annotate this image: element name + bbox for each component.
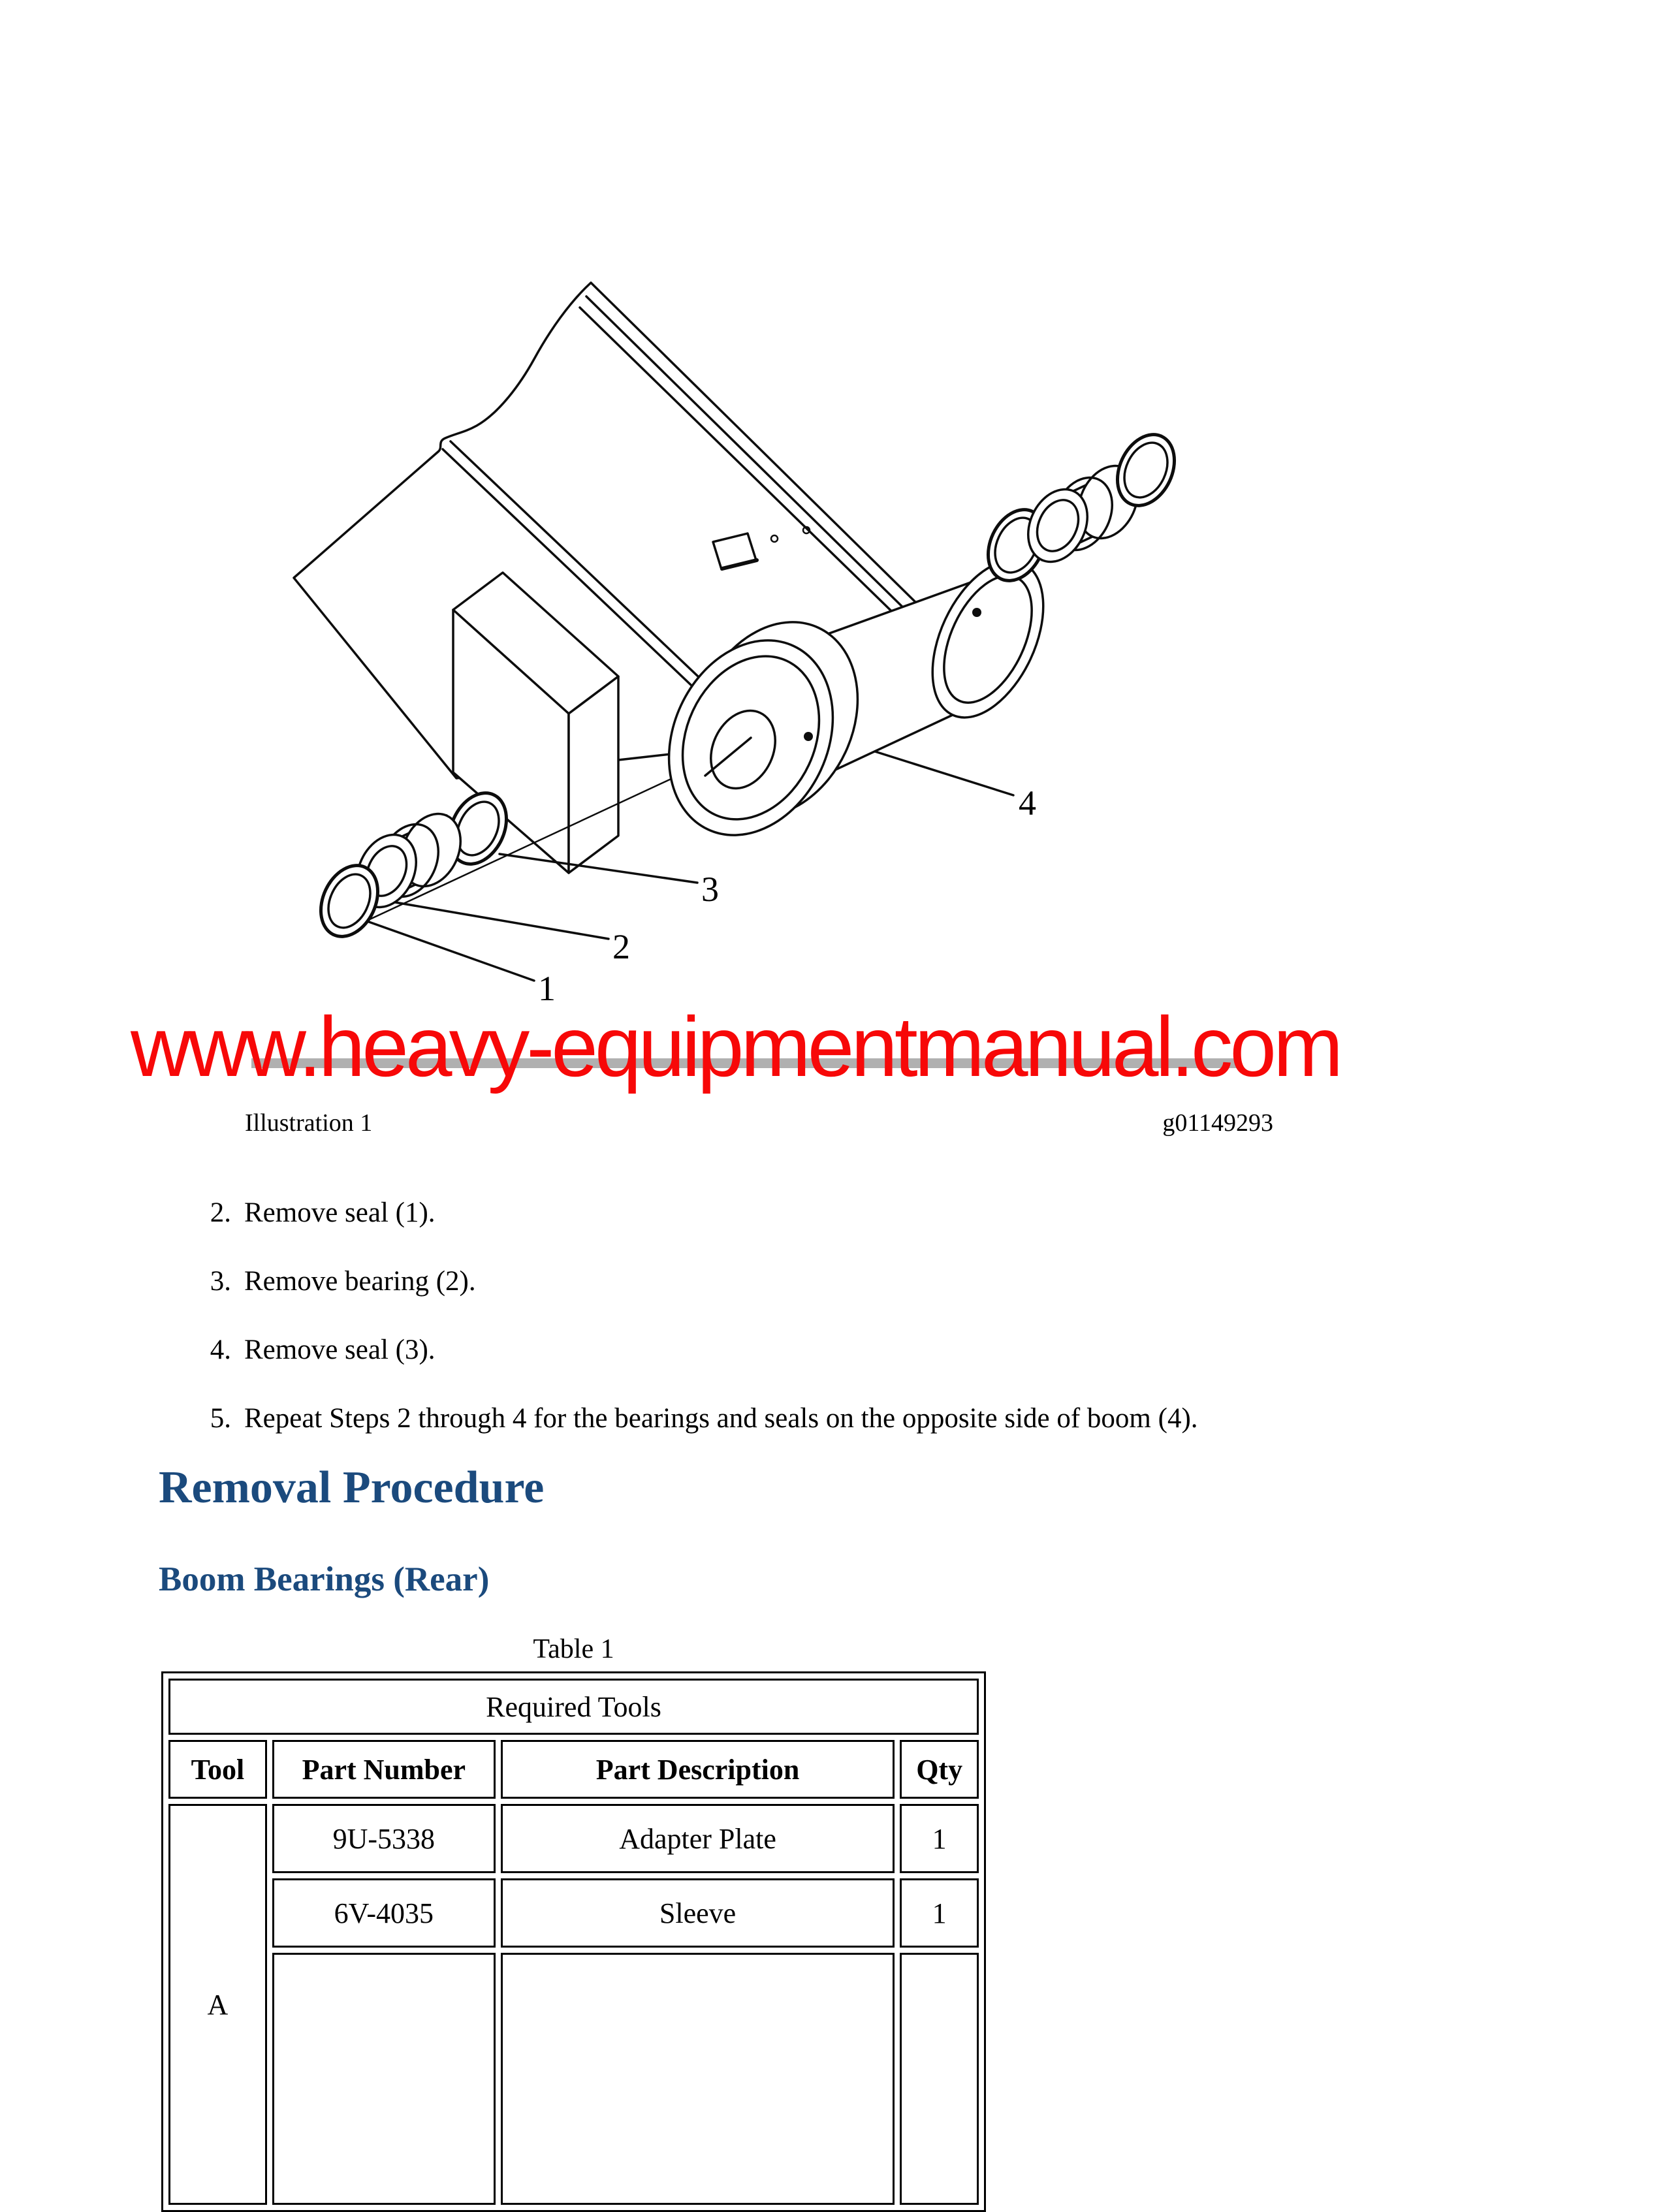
callout-1: 1 xyxy=(538,969,556,1008)
figure-caption-id: g01149293 xyxy=(1162,1109,1273,1137)
figure-caption-label: Illustration 1 xyxy=(245,1109,373,1137)
step-number: 5. xyxy=(210,1403,231,1434)
procedure-steps xyxy=(195,1196,1533,1470)
boom-exploded-view-illustration xyxy=(274,248,1228,1022)
table-row xyxy=(168,1878,979,1948)
figure-caption xyxy=(245,1109,1273,1137)
step-5 xyxy=(195,1402,1533,1436)
step-4 xyxy=(195,1333,1533,1367)
cell-part-description: Sleeve xyxy=(501,1878,895,1948)
step-number: 4. xyxy=(210,1335,231,1365)
subsection-heading: Boom Bearings (Rear) xyxy=(159,1560,490,1598)
col-header-part-number: Part Number xyxy=(272,1740,496,1799)
cell-qty: 1 xyxy=(900,1878,979,1948)
cell-part-number: 6V-4035 xyxy=(272,1878,496,1948)
callout-3: 3 xyxy=(701,870,719,909)
table-row-partial xyxy=(168,1953,979,2205)
callout-4: 4 xyxy=(1019,783,1036,823)
step-text: Remove bearing (2). xyxy=(244,1266,476,1297)
watermark-text: www.heavy-equipmentmanual.com xyxy=(131,999,1340,1094)
cell-part-number: 9U-5338 xyxy=(272,1804,496,1873)
table-row xyxy=(168,1804,979,1873)
step-number: 3. xyxy=(210,1266,231,1297)
col-header-tool: Tool xyxy=(168,1740,267,1799)
cell-part-description: Adapter Plate xyxy=(501,1804,895,1873)
required-tools-table xyxy=(161,1671,986,2212)
col-header-qty: Qty xyxy=(900,1740,979,1799)
step-2 xyxy=(195,1196,1533,1230)
col-header-part-description: Part Description xyxy=(501,1740,895,1799)
cell-qty: 1 xyxy=(900,1804,979,1873)
table-caption: Table 1 xyxy=(533,1634,614,1664)
step-3 xyxy=(195,1265,1533,1299)
step-text: Remove seal (3). xyxy=(244,1335,436,1365)
step-text: Repeat Steps 2 through 4 for the bearings and seals on the opposite side of boom (4). xyxy=(244,1403,1198,1434)
step-number: 2. xyxy=(210,1197,231,1228)
table-title: Required Tools xyxy=(168,1679,979,1735)
step-text: Remove seal (1). xyxy=(244,1197,436,1228)
cell-qty xyxy=(900,1953,979,2205)
cell-tool: A xyxy=(168,1804,267,2205)
callout-2: 2 xyxy=(612,927,630,966)
cell-part-description xyxy=(501,1953,895,2205)
section-heading: Removal Procedure xyxy=(159,1462,545,1513)
cell-part-number xyxy=(272,1953,496,2205)
